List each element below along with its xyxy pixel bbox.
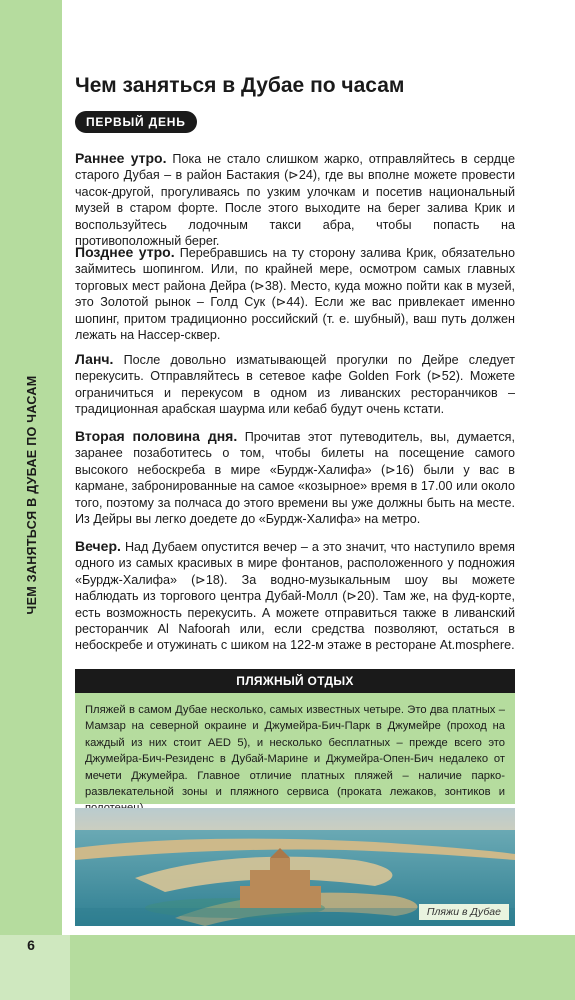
section-label: Позднее утро.	[75, 244, 175, 260]
section-label: Раннее утро.	[75, 150, 167, 166]
beach-box-text: Пляжей в самом Дубае несколько, самых известных четыре. Это два платных – Мамзар на северной окраине и Джумейра-Бич-Парк в Джумейре (проход на каждый из них стоит AED 5), и несколько бесплатных – прежде всего это Джумейра-Бич-Резиденс в Дубай-Марине и Джумейра-Опен-Бич недалеко от мечети Джумейра. Главное отличие платных пляжей – наличие парко-развлекательной зоны и пляжного сервиса (проката лежаков, зонтиков и	[75, 693, 515, 804]
section-text: После довольно изматывающей прогулки по Дейре следует перекусить. Отправляйтесь в сетевое кафе Golden Fork (⊳52). Можете ограничиться и перекусом в одном из ливанских ресторанчиков – традиционная арабская шаурма или кебаб будут очень кстати.	[75, 353, 515, 417]
page-title: Чем заняться в Дубае по часам	[75, 74, 405, 97]
section-text: Пока не стало слишком жарко, отправляйтесь в сердце старого Дубая – в район Бастакия (⊳24), где вы вполне можете провести часок-другой, прогуливаясь по узким улочкам и посетив национальный музей в старом форте. После этого выходите на берег залива Крик и воспользуйтесь лодочным такси абра, чтобы попасть на противоположный берег.	[75, 152, 516, 249]
section-text: Над Дубаем опустится вечер – а это значит, что наступило время одного из самых красивых в мире фонтанов, расположенного у подножия «Бурдж-Халифа» (⊳18). За водно-музыкальным шоу вы можете наблюдать из торгового центра Дубай-Молл (⊳20). Там же, на фуд-корте, есть возможность перекусить. А можете отправиться также в ливанский ресторанчик Al Nafoorah или, если средства позволяют, остаться в небоскребе и отужинать с шиком на 122-м этаже в ресторане At.mosphere.	[75, 540, 515, 653]
section-evening	[75, 538, 515, 654]
section-label: Ланч.	[75, 351, 114, 367]
section-lunch	[75, 351, 515, 418]
section-label: Вечер.	[75, 538, 121, 554]
section-label: Вторая половина дня.	[75, 428, 238, 444]
section-afternoon	[75, 428, 515, 527]
section-text: Перебравшись на ту сторону залива Крик, обязательно займитесь шопингом. Или, по крайней мере, осмотром самых главных торговых мест района Дейра (⊳38). Место, куда можно пойти как в музей, это Золотой рынок – Голд Сук (⊳44). Если же вас привлекает именно шопинг, притом традиционно российский (т. е. шубный), ваш путь должен лежать на Нассер-сквер.	[75, 246, 515, 343]
beach-box-title: ПЛЯЖНЫЙ ОТДЫХ	[75, 669, 515, 693]
footer-band	[0, 935, 575, 1000]
section-text: Прочитав этот путеводитель, вы, думается, заранее позаботитесь о том, чтобы билеты на посещение самого высокого небоскреба в мире «Бурдж-Халифа» (⊳16) были у вас в кармане, забронированные на самое «козырное» время в 17.00 или около того, поэтому за полчаса до этого времени вы уже должны быть на месте. Из Дейры вы легко доедете до «Бурдж-Халифа» на метро.	[75, 430, 515, 527]
photo-caption: Пляжи в Дубае	[419, 904, 509, 920]
sidebar-title: ЧЕМ ЗАНЯТЬСЯ В ДУБАЕ ПО ЧАСАМ	[25, 375, 39, 615]
section-early-morning	[75, 150, 515, 249]
beach-photo	[75, 808, 515, 926]
day-badge: ПЕРВЫЙ ДЕНЬ	[75, 111, 197, 133]
section-late-morning	[75, 244, 515, 343]
page-number: 6	[27, 937, 35, 953]
